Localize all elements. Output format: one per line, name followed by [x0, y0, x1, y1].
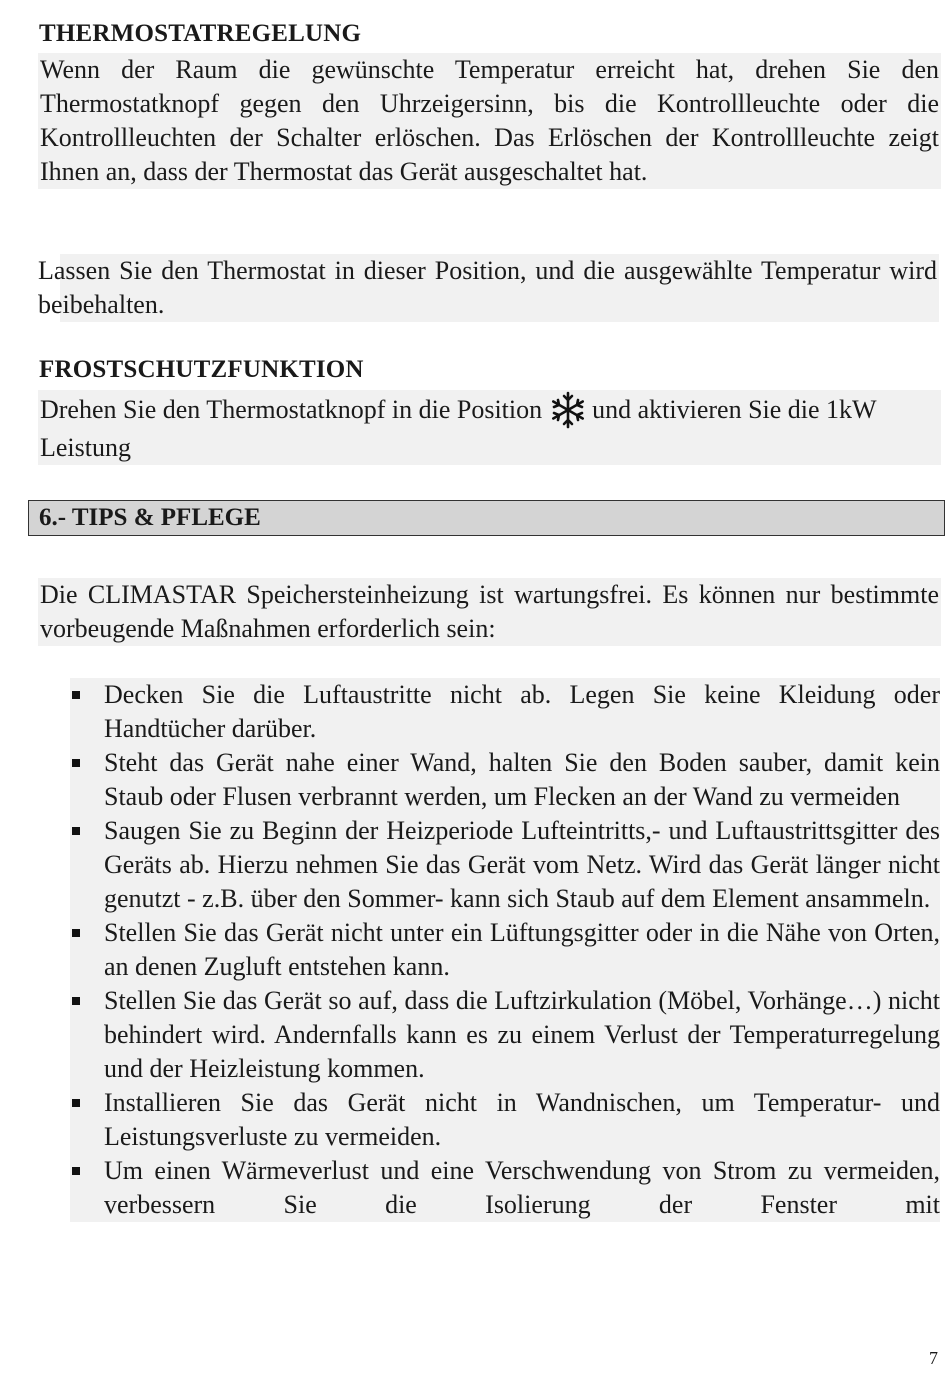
thermostat-heading: THERMOSTATREGELUNG	[39, 20, 362, 47]
frost-paragraph	[38, 390, 941, 465]
bullet-square	[72, 759, 80, 767]
list-item: Um einen Wärmeverlust und eine Verschwendung von Strom zu vermeiden, verbessern Sie die Isolierung der Fenster mit	[70, 1154, 940, 1222]
tips-list	[70, 678, 940, 1222]
list-item: Decken Sie die Luftaustritte nicht ab. Legen Sie keine Kleidung oder Handtücher darüber.	[70, 678, 940, 746]
frost-heading: FROSTSCHUTZFUNKTION	[39, 356, 364, 383]
frost-text-after: und aktivieren Sie die 1kW Leistung	[40, 395, 877, 462]
list-item: Stellen Sie das Gerät so auf, dass die Luftzirkulation (Möbel, Vorhänge…) nicht behindert wird. Andernfalls kann es zu einem Verlust der Temperaturregelung und der Heizleistung kommen.	[70, 984, 940, 1086]
snowflake-icon	[548, 390, 588, 430]
bullet-square	[72, 1099, 80, 1107]
thermostat-paragraph-1: Wenn der Raum die gewünschte Temperatur erreicht hat, drehen Sie den Thermostatknopf gegen den Uhrzeigersinn, bis die Kontrollleuchte oder die Kontrollleuchten der Schalter erlöschen. Das Erlöschen der Kontrollleuchte zeigt Ihnen an, dass der Thermostat das Gerät ausgeschaltet hat.	[38, 53, 941, 189]
list-item: Stellen Sie das Gerät nicht unter ein Lüftungsgitter oder in die Nähe von Orten, an denen Zugluft entstehen kann.	[70, 916, 940, 984]
list-item: Steht das Gerät nahe einer Wand, halten Sie den Boden sauber, damit kein Staub oder Flusen verbrannt werden, um Flecken an der Wand zu vermeiden	[70, 746, 940, 814]
list-item: Saugen Sie zu Beginn der Heizperiode Lufteintritts,- und Luftaustrittsgitter des Geräts ab. Hierzu nehmen Sie das Gerät vom Netz. Wird das Gerät länger nicht genutzt - z.B. über den Sommer- kann sich Staub auf dem Element ansammeln.	[70, 814, 940, 916]
bullet-square	[72, 1167, 80, 1175]
section-header	[28, 500, 945, 536]
list-item: Installieren Sie das Gerät nicht in Wandnischen, um Temperatur- und Leistungsverluste zu vermeiden.	[70, 1086, 940, 1154]
bullet-square	[72, 827, 80, 835]
bullet-square	[72, 929, 80, 937]
section-intro: Die CLIMASTAR Speichersteinheizung ist wartungsfrei. Es können nur bestimmte vorbeugende Maßnahmen erforderlich sein:	[38, 578, 941, 646]
page-number: 7	[929, 1348, 938, 1368]
frost-text-before: Drehen Sie den Thermostatknopf in die Position	[40, 395, 543, 424]
section-title: 6.- TIPS & PFLEGE	[39, 504, 261, 531]
bullet-square	[72, 691, 80, 699]
thermostat-paragraph-2	[38, 254, 939, 322]
thermostat-paragraph-2-text: Lassen Sie den Thermostat in dieser Position, und die ausgewählte Temperatur wird beibehalten.	[38, 256, 937, 319]
bullet-square	[72, 997, 80, 1005]
